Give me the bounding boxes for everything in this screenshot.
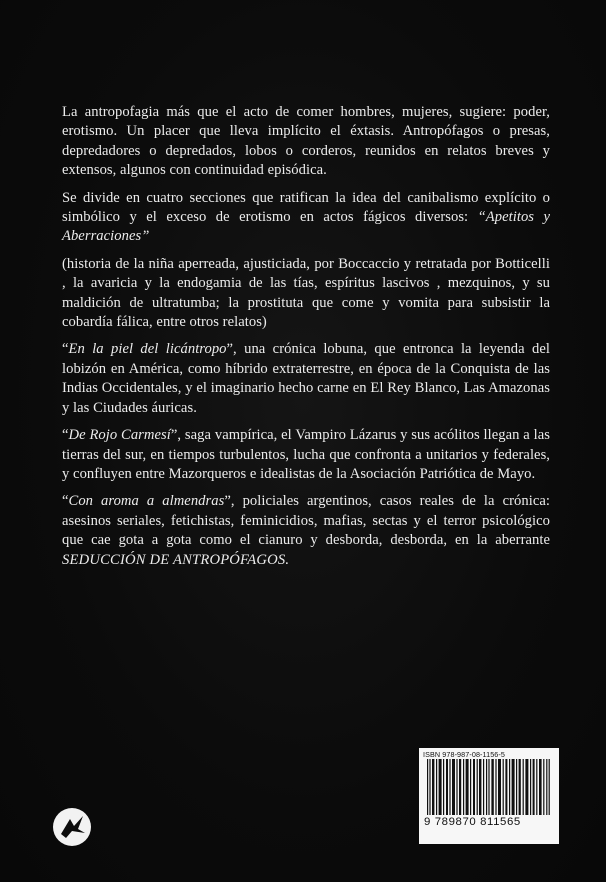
blurb-paragraph-rojo-carmesi	[62, 426, 550, 484]
quote-open: “	[62, 493, 69, 510]
blurb-licantropo-text: ”, una crónica lobuna, que entronca la leyenda del lobizón en América, como híbrido extraterrestre, en época de la Conquista de las Indias Occidentales, y el imaginario hecho carne en El Rey Blanco, Las Amazonas y las Ciudades áuricas.	[62, 341, 550, 416]
quote-open: “	[62, 427, 69, 444]
section-title-apetitos: “Apetitos y Aberraciones”	[62, 209, 551, 245]
back-cover-blurb	[62, 103, 550, 578]
blurb-almendras-text: ”, policiales argentinos, casos reales de la crónica: asesinos seriales, fetichistas, feminicidios, mafias, sectas y el terror psicológico que cae gota a gota como el cianuro y desborda, desborda, en la aberrante	[62, 493, 550, 549]
section-title-rojo-carmesi: De Rojo Carmesí	[68, 427, 171, 444]
blurb-sections-text: Se divide en cuatro secciones que ratifican la idea del canibalismo explícito o simbólico y el exceso de erotismo en actos fágicos diversos:	[62, 189, 550, 226]
blurb-paragraph-apetitos-detail: (historia de la niña aperreada, ajusticiada, por Boccaccio y retratada por Botticelli , la avaricia y la endogamia de las tías, espíritus lascivos , mezquinos, y su maldición de ultratumba; la prostituta que come y vomita para subsistir la cobardía fálica, entre otros relatos)	[62, 255, 550, 331]
section-title-licantropo: En la piel del licántropo	[68, 341, 227, 358]
publisher-logo-icon	[52, 807, 92, 847]
blurb-rojo-carmesi-text: ”, saga vampírica, el Vampiro Lázarus y sus acólitos llegan a las tierras del sur, en tiempos turbulentos, lucha que confronta a unitarios y federales, y confluyen entre Mazorqueros e idealistas de la Asociación Patriótica de Mayo.	[62, 427, 550, 482]
blurb-paragraph-sections	[62, 189, 550, 247]
section-title-almendras: Con aroma a almendras	[68, 493, 225, 510]
blurb-paragraph-intro: La antropofagia más que el acto de comer hombres, mujeres, sugiere: poder, erotismo. Un placer que lleva implícito el éxtasis. Antropófagos o presas, depredadores o depredados, lobos o corderos, reunidos en relatos breves y extensos, algunos con continuidad episódica.	[62, 104, 550, 179]
barcode-digits: 9 789870 811565	[423, 815, 555, 829]
book-title-mention: SEDUCCIÓN DE ANTROPÓFAGOS.	[62, 551, 290, 568]
blurb-paragraph-almendras	[62, 492, 550, 570]
quote-open: “	[62, 341, 69, 358]
isbn-barcode	[419, 748, 559, 844]
blurb-paragraph-licantropo	[62, 340, 550, 418]
isbn-label: ISBN 978-987-08-1156-5	[423, 750, 505, 759]
